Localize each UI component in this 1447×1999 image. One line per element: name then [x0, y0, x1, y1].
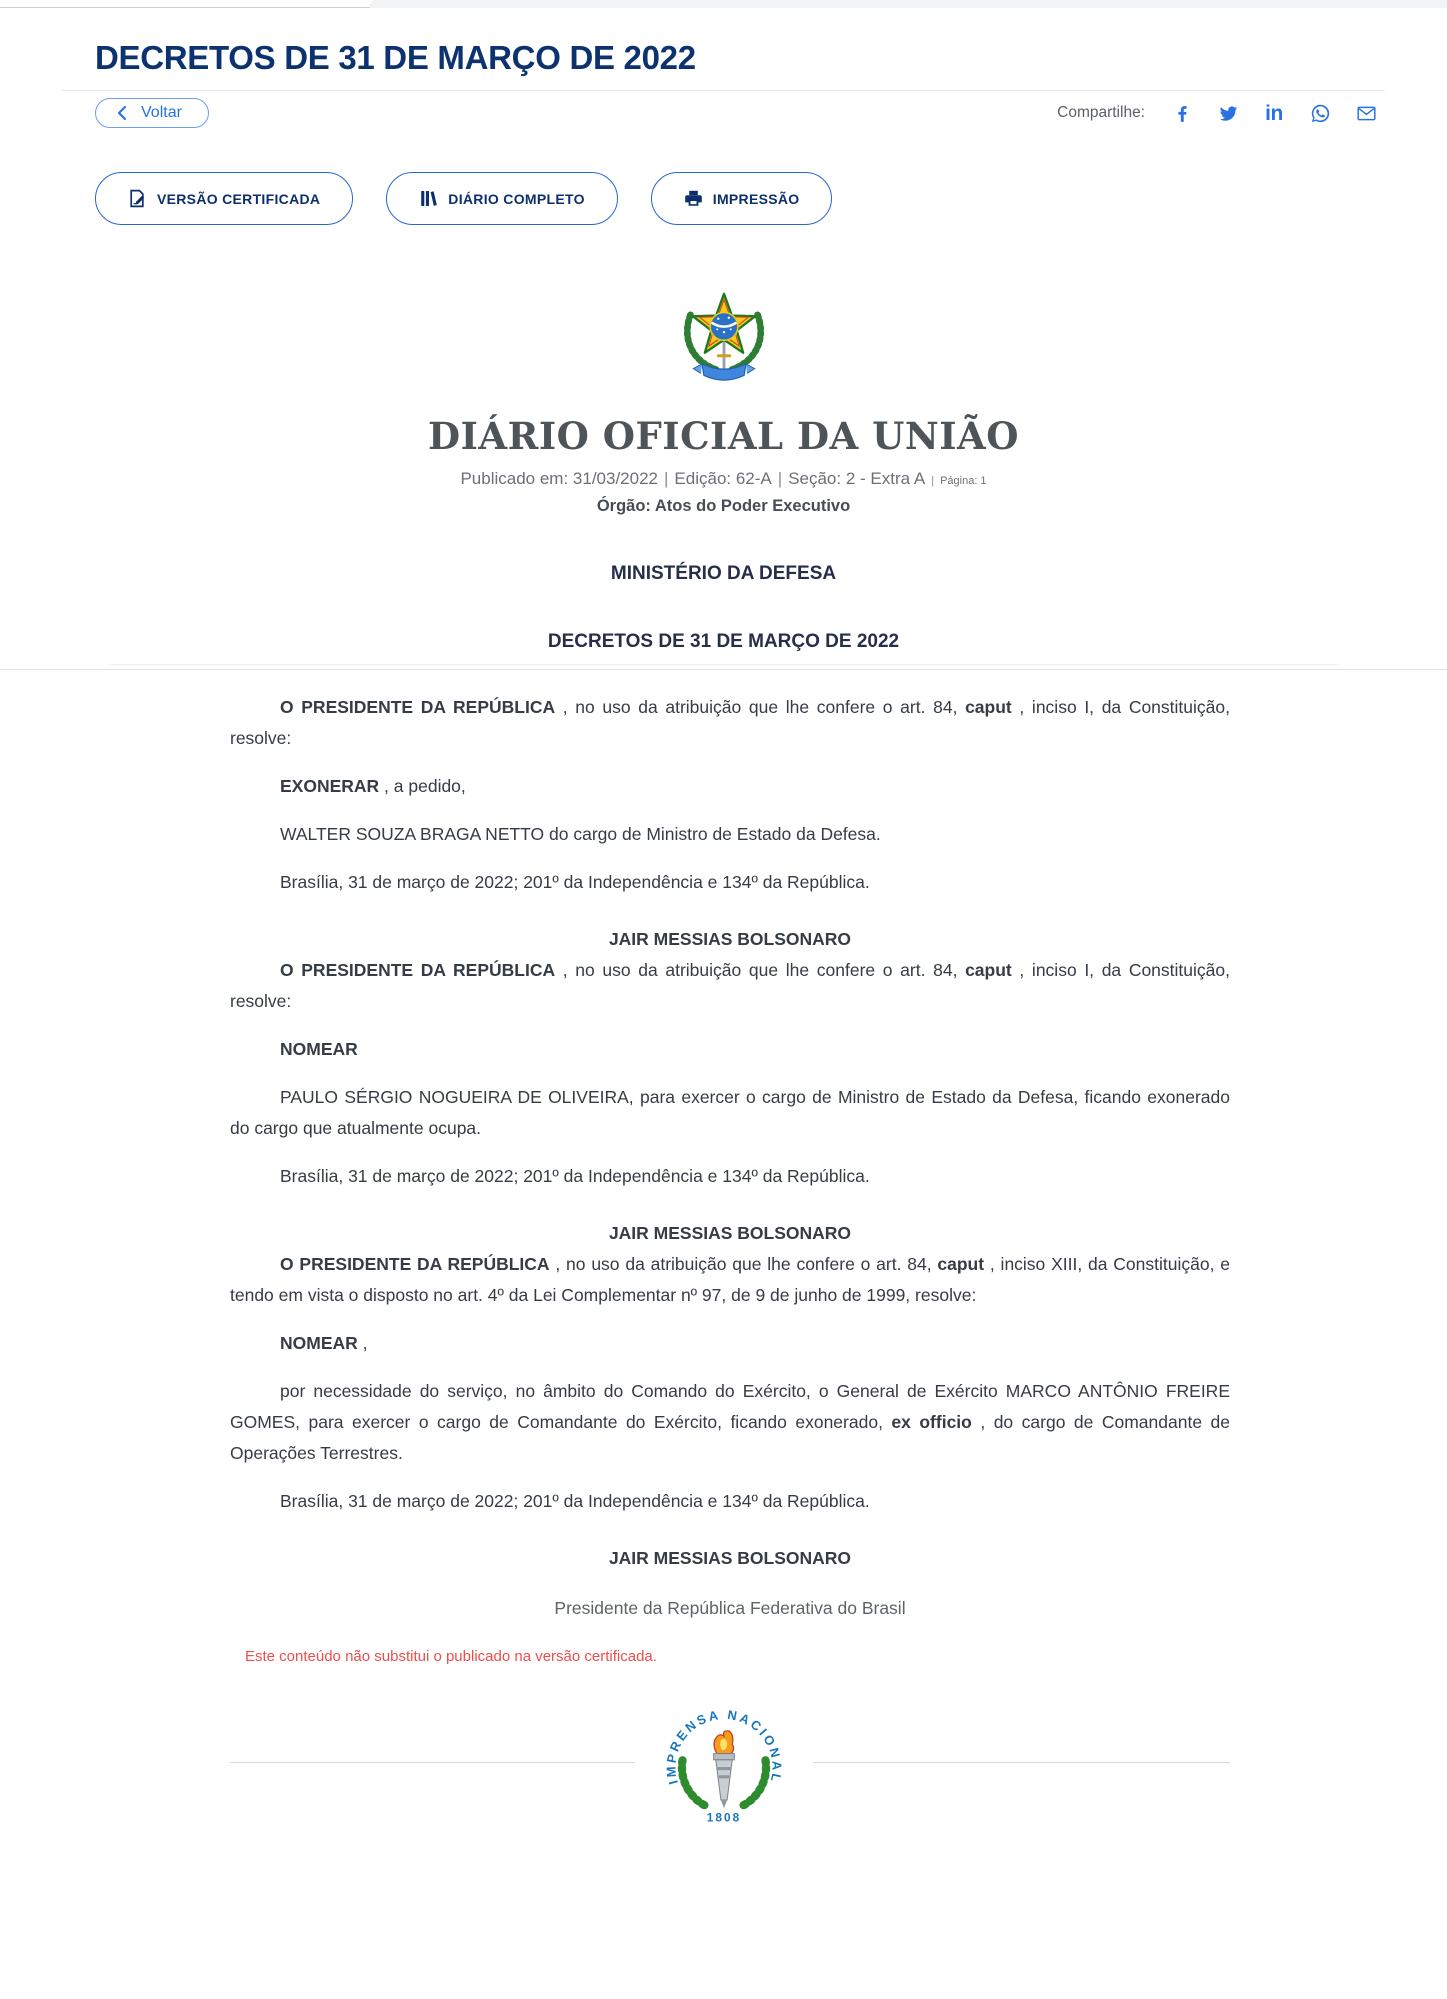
organ-line: Órgão: Atos do Poder Executivo [596, 497, 851, 515]
back-button[interactable] [95, 98, 209, 128]
ministry-heading: MINISTÉRIO DA DEFESA [610, 563, 837, 584]
logo-year: 1808 [706, 1810, 741, 1825]
published-date: Publicado em: 31/03/2022 [460, 469, 658, 488]
print-button[interactable] [651, 172, 833, 225]
signatory-role-line: Presidente da República Federativa do Brasil [554, 1598, 906, 1618]
masthead-title: DIÁRIO OFICIAL DA UNIÃO [428, 414, 1019, 458]
imprensa-nacional-logo [635, 1699, 813, 1838]
logo-arc-text: IMPRENSA NACIONAL [662, 1706, 785, 1787]
article-heading: DECRETOS DE 31 DE MARÇO DE 2022 [547, 631, 900, 652]
decree-paragraph: Brasília, 31 de março de 2022; 201º da Independência e 134º da República. [280, 872, 870, 892]
page-number: Página: 1 [940, 475, 987, 487]
signature-line: JAIR MESSIAS BOLSONARO [608, 1548, 852, 1568]
back-button-label: Voltar [141, 104, 182, 121]
section: Seção: 2 - Extra A [788, 469, 926, 488]
print-label: IMPRESSÃO [712, 190, 800, 207]
share-bar [1057, 102, 1377, 124]
decree-paragraph: Brasília, 31 de março de 2022; 201º da Independência e 134º da República. [280, 1491, 870, 1511]
certified-version-disclaimer: Este conteúdo não substitui o publicado na versão certificada. [245, 1648, 657, 1665]
printer-icon [684, 189, 703, 208]
decree-paragraph: PAULO SÉRGIO NOGUEIRA DE OLIVEIRA, para exercer o cargo de Ministro de Estado da Defesa, ficando exonerado do cargo que atualmente ocupa. [230, 1087, 1230, 1138]
footer [0, 1699, 1447, 1849]
edition: Edição: 62-A [674, 469, 772, 488]
decree-paragraph: EXONERAR , a pedido, [280, 776, 466, 796]
signature-line: JAIR MESSIAS BOLSONARO [608, 929, 852, 949]
full-journal-label: DIÁRIO COMPLETO [448, 190, 585, 207]
brazil-coat-of-arms [676, 283, 772, 394]
email-icon[interactable] [1355, 102, 1377, 124]
decree-body [230, 670, 1230, 1624]
decree-paragraph: por necessidade do serviço, no âmbito do Comando do Exército, o General de Exército MARCO ANTÔNIO FREIRE GOMES, para exercer o cargo de Comandante do Exército, ficando exonerado, ex officio , do cargo de Comandante de Operações Terrestres. [230, 1381, 1231, 1463]
share-label: Compartilhe: [1057, 104, 1145, 121]
decree-paragraph: O PRESIDENTE DA REPÚBLICA , no uso da atribuição que lhe confere o art. 84, caput , inciso I, da Constituição, resolve: [230, 697, 1230, 748]
chevron-left-icon [116, 105, 127, 121]
publication-info: Publicado em: 31/03/2022 | Edição: 62-A | Seção: 2 - Extra A | Página: 1 [460, 469, 987, 488]
top-divider [0, 0, 1447, 8]
decree-paragraph: O PRESIDENTE DA REPÚBLICA , no uso da atribuição que lhe confere o art. 84, caput , inciso I, da Constituição, resolve: [230, 960, 1230, 1011]
signature-line: JAIR MESSIAS BOLSONARO [608, 1223, 852, 1243]
toolbar [95, 98, 1377, 128]
masthead [62, 283, 1385, 516]
twitter-icon[interactable] [1217, 102, 1239, 124]
decree-paragraph: NOMEAR , [280, 1333, 368, 1353]
certified-version-button[interactable] [95, 172, 353, 225]
decree-paragraph: O PRESIDENTE DA REPÚBLICA , no uso da atribuição que lhe confere o art. 84, caput , inciso XIII, da Constituição, e tendo em vista o disposto no art. 4º da Lei Complementar nº 97, de 9 de junho de 1999, resolve: [230, 1254, 1230, 1305]
journal-icon [419, 189, 438, 208]
decree-paragraph: Brasília, 31 de março de 2022; 201º da Independência e 134º da República. [280, 1166, 870, 1186]
action-buttons [95, 172, 1385, 225]
linkedin-icon[interactable]: in [1265, 101, 1283, 125]
decree-paragraph: NOMEAR [280, 1039, 358, 1059]
heading-divider [109, 664, 1339, 665]
whatsapp-icon[interactable] [1309, 102, 1331, 124]
certified-version-label: VERSÃO CERTIFICADA [157, 190, 321, 207]
decree-paragraph: WALTER SOUZA BRAGA NETTO do cargo de Ministro de Estado da Defesa. [280, 824, 881, 844]
certificate-pen-icon [128, 189, 147, 208]
title-divider [62, 90, 1385, 91]
top-divider-right-segment [370, 0, 1447, 8]
page-title: DECRETOS DE 31 DE MARÇO DE 2022 [95, 39, 696, 76]
full-journal-button[interactable] [386, 172, 617, 225]
facebook-icon[interactable] [1171, 102, 1193, 124]
